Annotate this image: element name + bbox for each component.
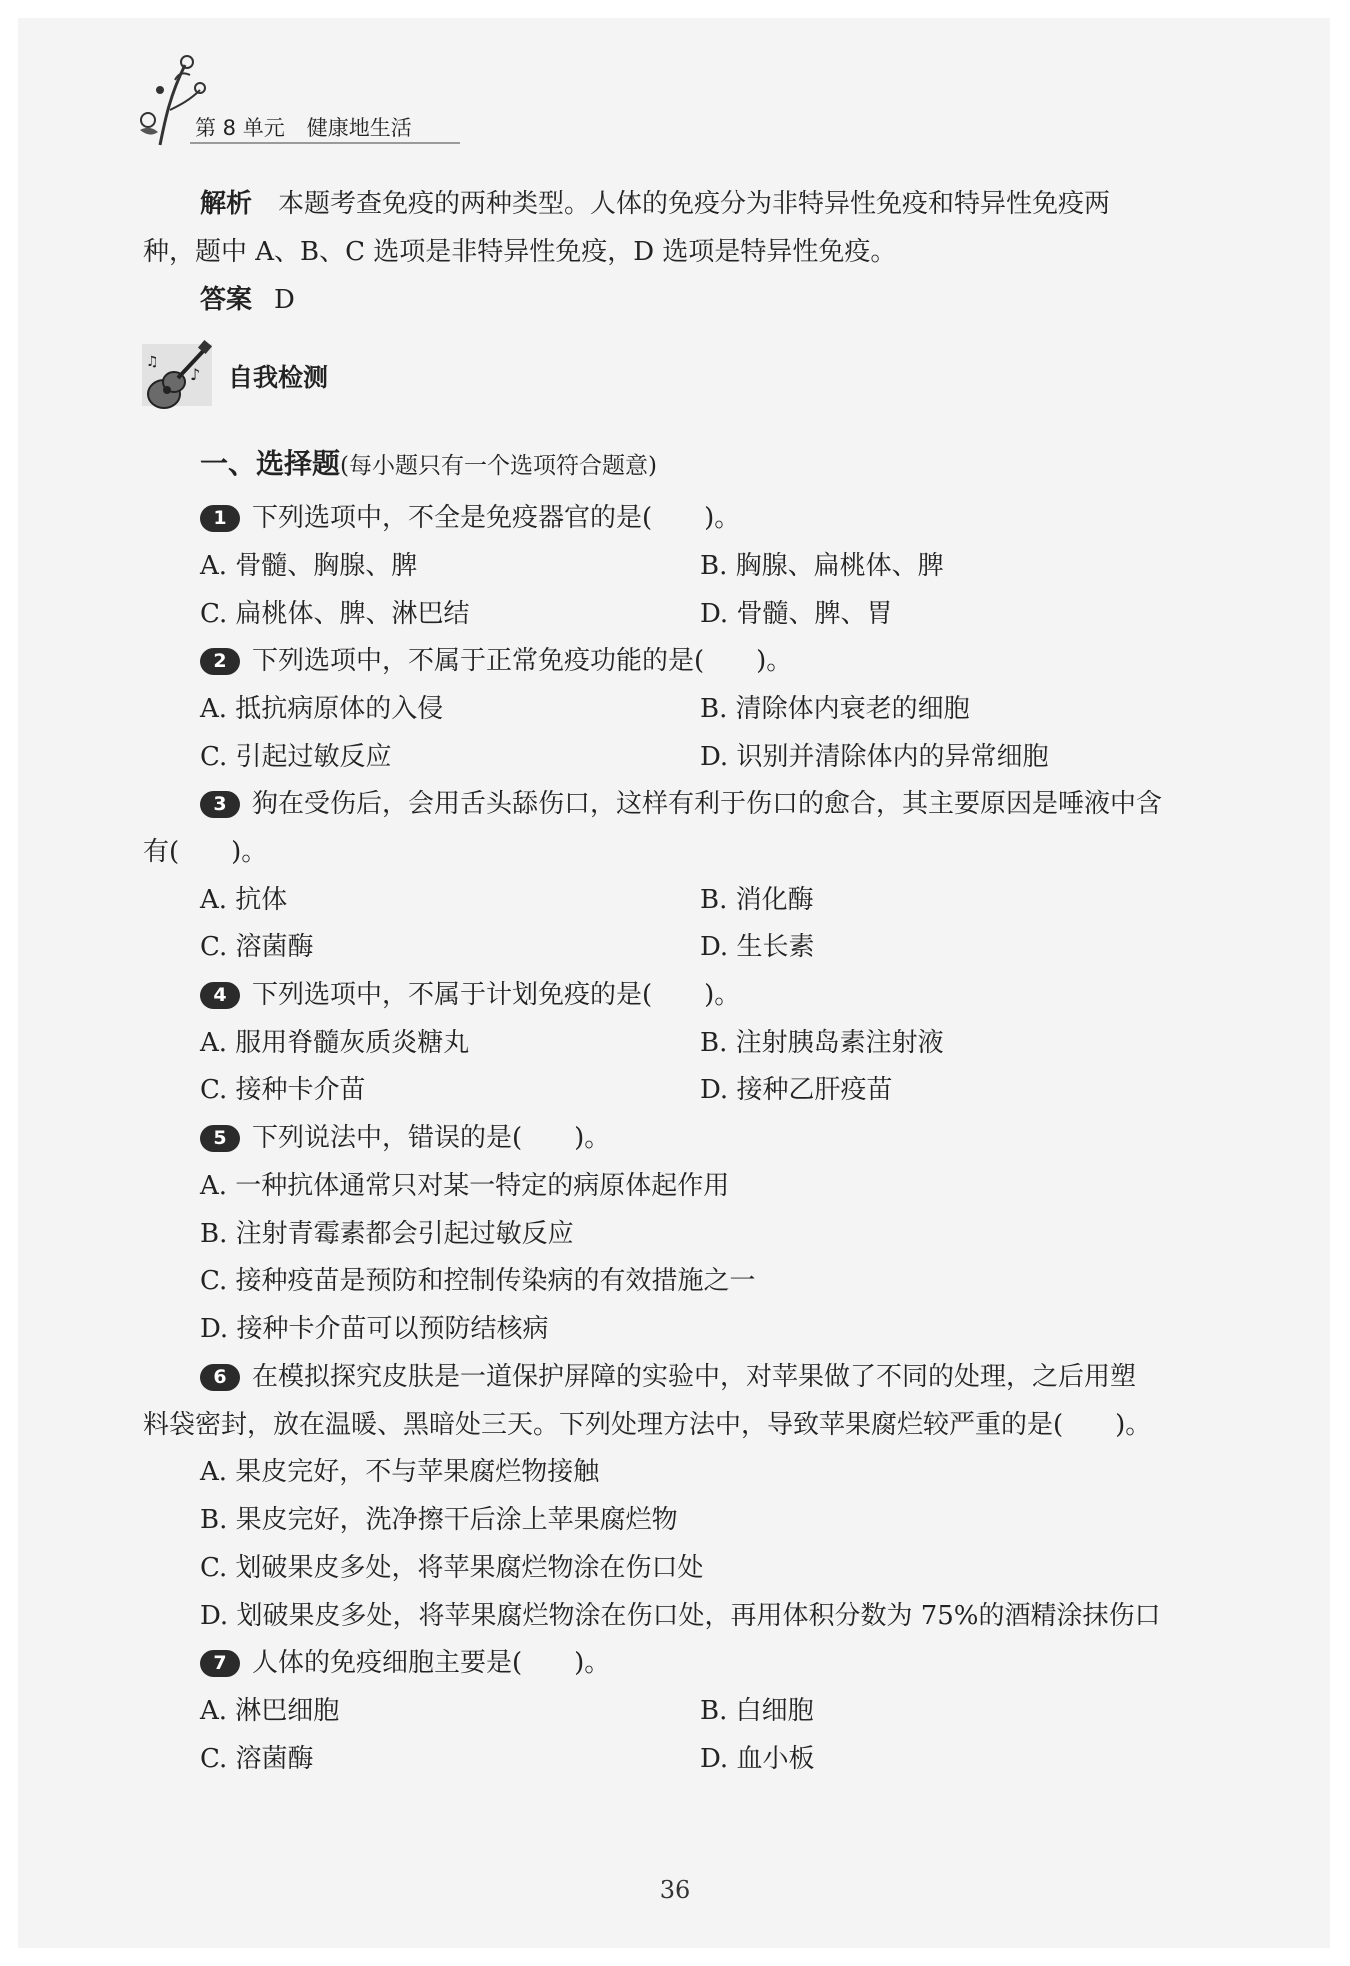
option-2c: C. 引起过敏反应 [200,742,392,772]
page-number: 36 [659,1876,691,1904]
answer-line [200,280,295,320]
question-6-continuation: 料袋密封，放在温暖、黑暗处三天。下列处理方法中，导致苹果腐烂较严重的是( )。 [143,1410,1152,1440]
option-5a: A. 一种抗体通常只对某一特定的病原体起作用 [200,1171,730,1201]
answer-value: D [274,285,295,315]
option-4b: B. 注射胰岛素注射液 [700,1028,944,1058]
analysis-text-1: 本题考查免疫的两种类型。人体的免疫分为非特异性免疫和特异性免疫两 [278,189,1111,219]
option-5c: C. 接种疫苗是预防和控制传染病的有效措施之一 [200,1266,756,1296]
option-7b: B. 白细胞 [700,1696,814,1726]
option-3d: D. 生长素 [700,932,815,962]
question-number-badge: 2 [200,648,240,675]
header-rule [190,142,460,144]
option-7a: A. 淋巴细胞 [200,1696,340,1726]
option-4c: C. 接种卡介苗 [200,1075,366,1105]
option-4d: D. 接种乙肝疫苗 [700,1075,893,1105]
option-6d: D. 划破果皮多处，将苹果腐烂物涂在伤口处，再用体积分数为 75%的酒精涂抹伤口 [200,1601,1161,1631]
answer-label: 答案 [200,285,253,315]
question-3 [200,784,1162,824]
unit-label: 第 8 单元 [195,116,285,140]
header-title [195,112,412,142]
question-number-badge: 7 [200,1650,240,1677]
question-stem: 下列说法中，错误的是( )。 [252,1123,611,1153]
question-number-badge: 3 [200,791,240,818]
option-1a: A. 骨髓、胸腺、脾 [200,551,418,581]
question-5 [200,1118,610,1158]
section-title: 自我检测 [228,363,329,392]
analysis-text-2: 种，题中 A、B、C 选项是非特异性免疫，D 选项是特异性免疫。 [143,237,897,267]
option-6a: A. 果皮完好，不与苹果腐烂物接触 [200,1457,600,1487]
question-1 [200,498,740,538]
option-2d: D. 识别并清除体内的异常细胞 [700,742,1049,772]
question-7 [200,1643,610,1683]
question-4 [200,975,740,1015]
question-stem: 在模拟探究皮肤是一道保护屏障的实验中，对苹果做了不同的处理，之后用塑 [252,1362,1137,1392]
question-2 [200,641,792,681]
question-stem: 下列选项中，不全是免疫器官的是( )。 [252,503,741,533]
question-number-badge: 6 [200,1364,240,1391]
option-1d: D. 骨髓、脾、胃 [700,599,893,629]
option-3b: B. 消化酶 [700,885,814,915]
option-5d: D. 接种卡介苗可以预防结核病 [200,1314,549,1344]
question-3-continuation: 有( )。 [143,837,268,867]
option-2a: A. 抵抗病原体的入侵 [200,694,444,724]
svg-text:♪: ♪ [190,365,201,384]
question-number-badge: 4 [200,982,240,1009]
question-stem: 下列选项中，不属于正常免疫功能的是( )。 [252,646,793,676]
question-number-badge: 5 [200,1125,240,1152]
option-6b: B. 果皮完好，洗净擦干后涂上苹果腐烂物 [200,1505,678,1535]
question-stem: 狗在受伤后，会用舌头舔伤口，这样有利于伤口的愈合，其主要原因是唾液中含 [252,789,1163,819]
analysis-line-1 [200,184,1110,224]
question-number-badge: 1 [200,505,240,532]
page-header [130,50,460,150]
option-7c: C. 溶菌酶 [200,1744,314,1774]
option-1c: C. 扁桃体、脾、淋巴结 [200,599,470,629]
guitar-music-icon [138,338,220,418]
part-title-note: (每小题只有一个选项符合题意) [340,453,657,479]
part-title [200,442,657,482]
unit-title: 健康地生活 [306,116,412,140]
option-7d: D. 血小板 [700,1744,815,1774]
option-3a: A. 抗体 [200,885,288,915]
question-stem: 人体的免疫细胞主要是( )。 [252,1648,611,1678]
option-3c: C. 溶菌酶 [200,932,314,962]
option-4a: A. 服用脊髓灰质炎糖丸 [200,1028,470,1058]
option-5b: B. 注射青霉素都会引起过敏反应 [200,1219,574,1249]
option-6c: C. 划破果皮多处，将苹果腐烂物涂在伤口处 [200,1553,704,1583]
analysis-label: 解析 [200,189,253,219]
part-title-main: 一、选择题 [200,447,341,480]
question-stem: 下列选项中，不属于计划免疫的是( )。 [252,980,741,1010]
svg-text:♫: ♫ [146,354,159,370]
option-1b: B. 胸腺、扁桃体、脾 [700,551,944,581]
option-2b: B. 清除体内衰老的细胞 [700,694,970,724]
question-6 [200,1357,1136,1397]
